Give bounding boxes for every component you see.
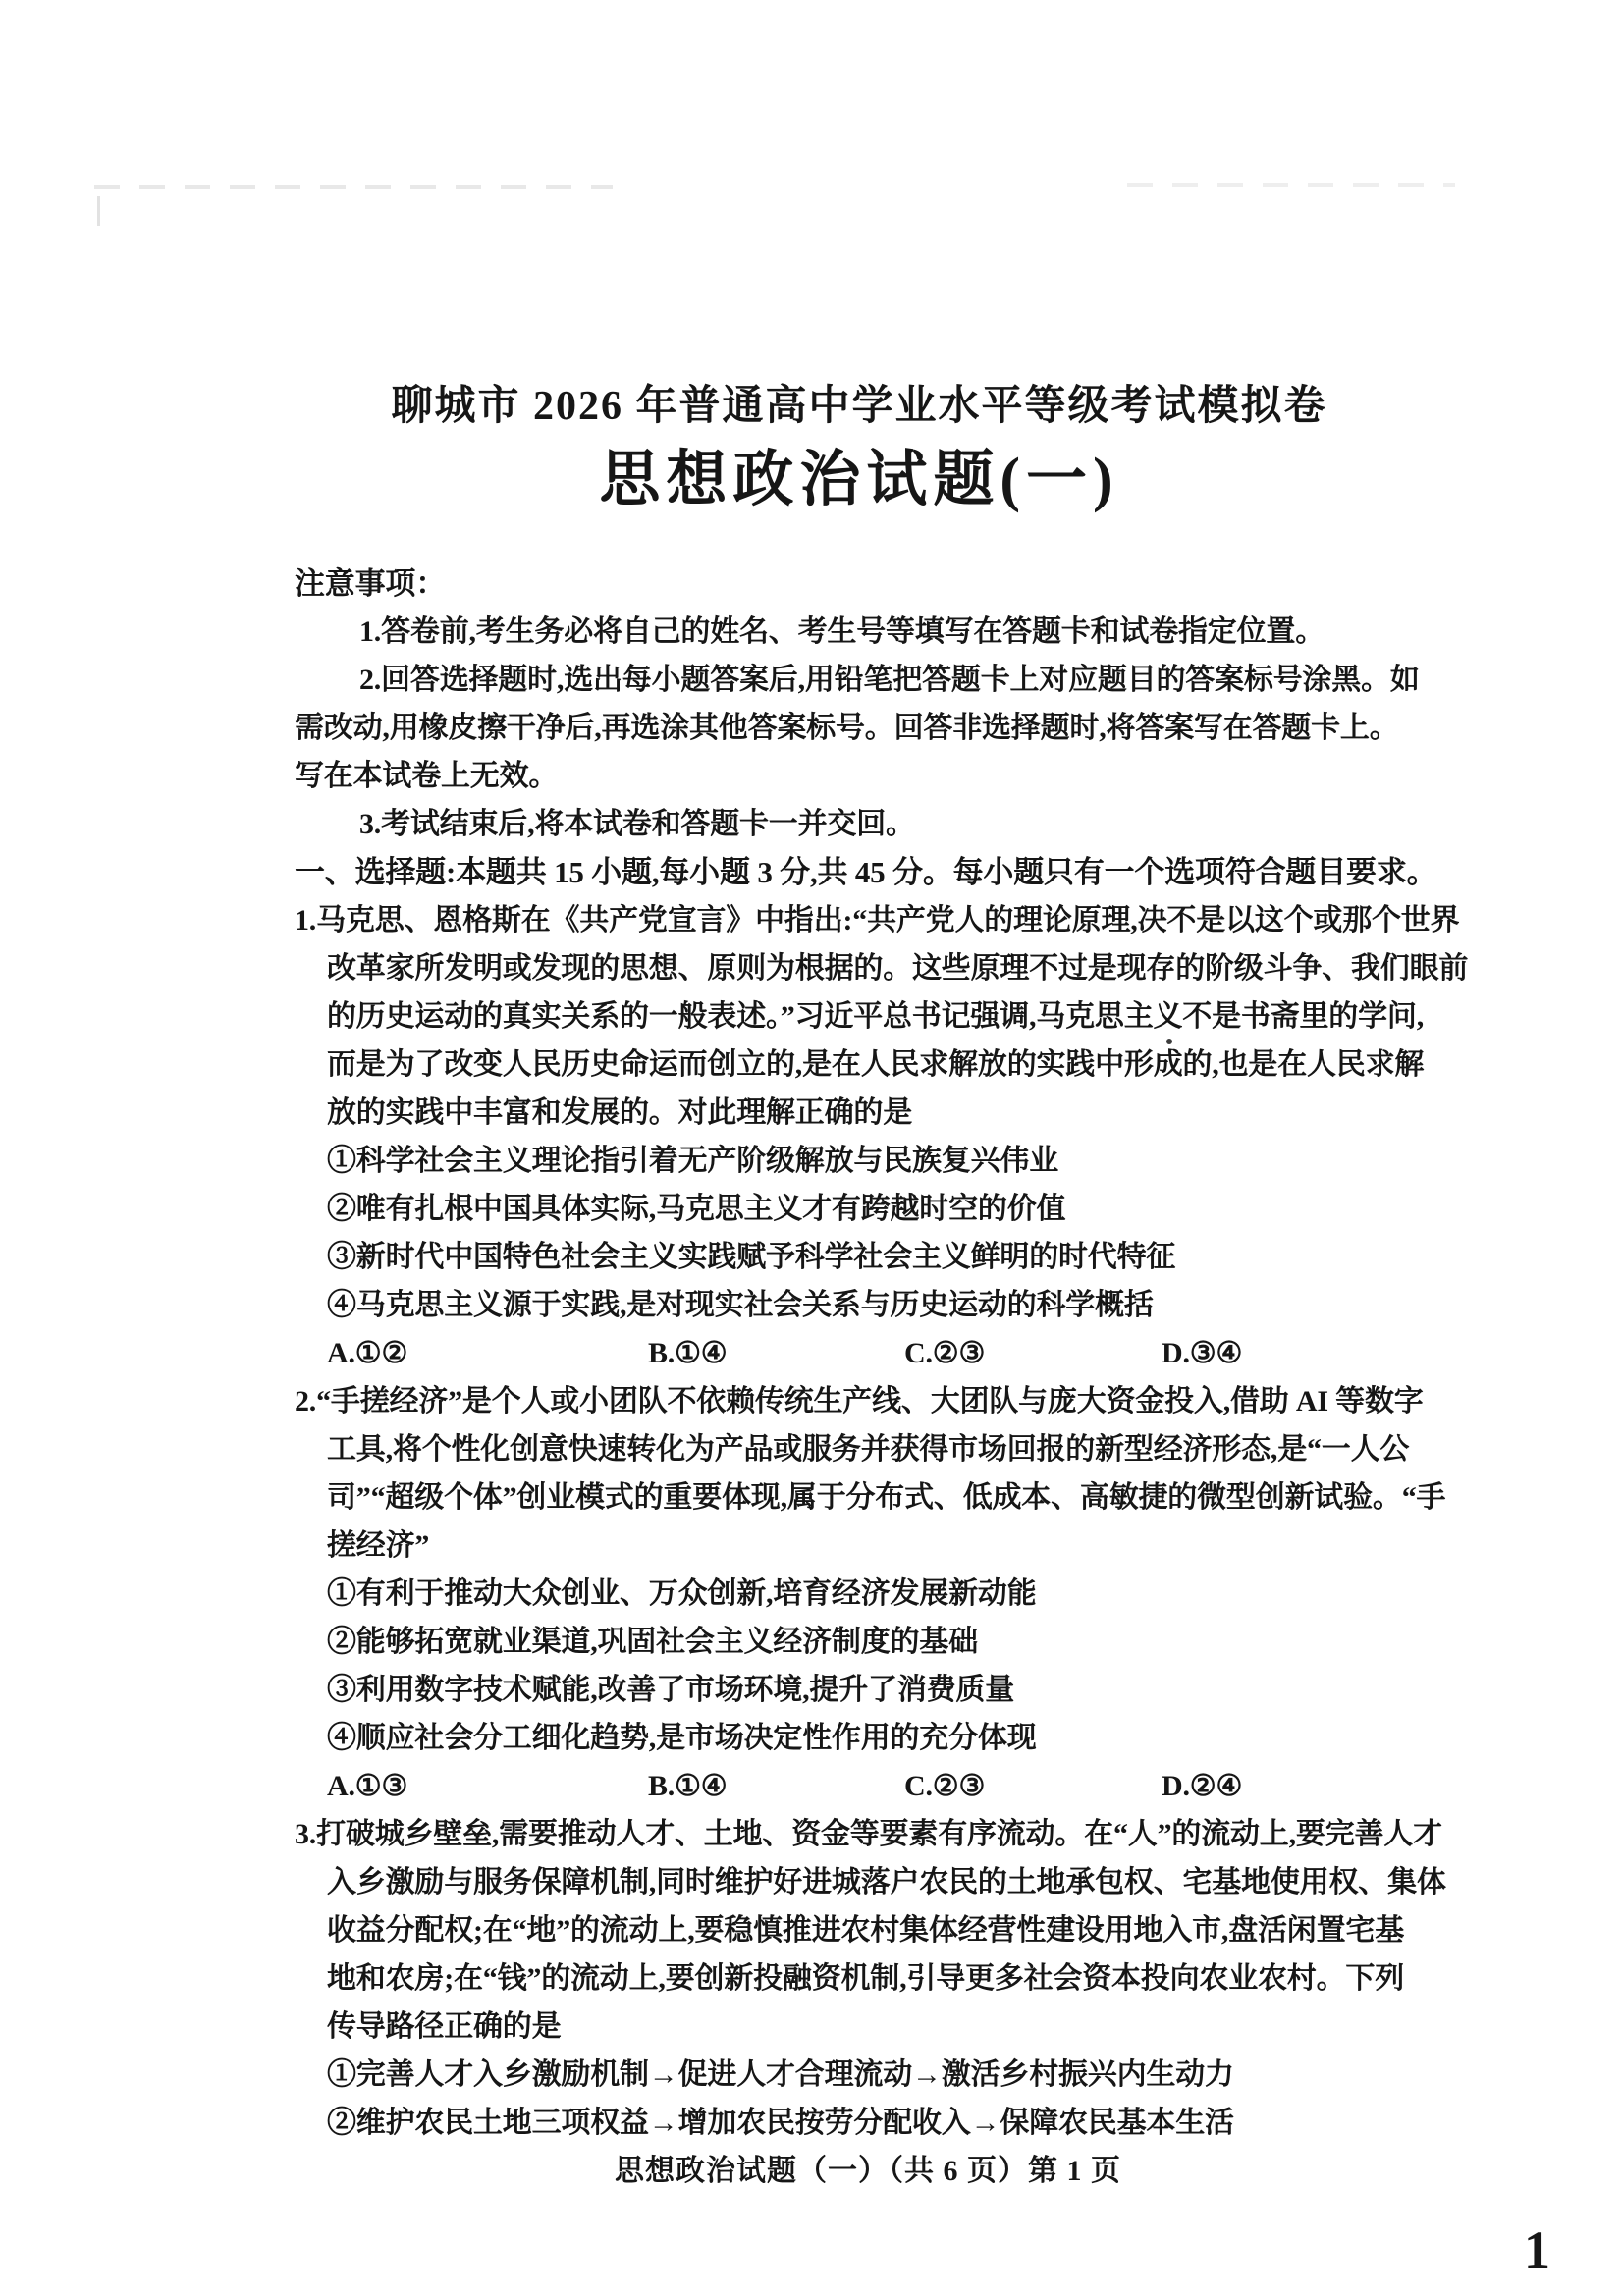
scan-smudge-right [1127, 183, 1455, 187]
question-1-choice-b: B.①④ [648, 1337, 728, 1369]
notice-item-2-line-1: 2.回答选择题时,选出每小题答案后,用铅笔把答题卡上对应题目的答案标号涂黑。如 [359, 664, 1420, 696]
question-1-statement-1: ①科学社会主义理论指引着无产阶级解放与民族复兴伟业 [327, 1145, 1058, 1177]
corner-page-number: 1 [1524, 2220, 1550, 2279]
notice-item-2-line-2: 需改动,用橡皮擦干净后,再选涂其他答案标号。回答非选择题时,将答案写在答题卡上。 [295, 712, 1399, 744]
exam-subject-title: 思想政治试题(一) [599, 447, 1119, 513]
question-2-stem-line: 司”“超级个体”创业模式的重要体现,属于分布式、低成本、高敏捷的微型创新试验。“手 [327, 1481, 1446, 1514]
question-3-stem-line: 地和农房;在“钱”的流动上,要创新投融资机制,引导更多社会资本投向农业农村。下列 [327, 1962, 1404, 1995]
question-2-choices [295, 1762, 1441, 1810]
question-2 [295, 1377, 1446, 1810]
question-2-stem-line: 搓经济” [327, 1529, 430, 1562]
question-2-choice-b: B.①④ [648, 1770, 728, 1802]
question-1-statement-4: ④马克思主义源于实践,是对现实社会关系与历史运动的科学概括 [327, 1289, 1154, 1321]
question-2-statement-2: ②能够拓宽就业渠道,巩固社会主义经济制度的基础 [327, 1626, 978, 1658]
question-1-stem-line: 的历史运动的真实关系的一般表述。”习近平总书记强调,马克思主义不是书斋里的学问, [327, 1000, 1424, 1033]
question-3 [295, 1810, 1446, 2147]
question-2-statement-1: ①有利于推动大众创业、万众创新,培育经济发展新动能 [327, 1577, 1037, 1610]
page-footer: 思想政治试题（一）（共 6 页）第 1 页 [615, 2155, 1121, 2187]
question-2-choice-c: C.②③ [904, 1770, 986, 1802]
question-3-statement-1: ①完善人才入乡激励机制→促进人才合理流动→激活乡村振兴内生动力 [327, 2058, 1234, 2091]
notice-item-2-line-3: 写在本试卷上无效。 [295, 760, 559, 792]
question-1-stem-line: 而是为了改变人民历史命运而创立的,是在人民求解放的实践中形成的,也是在人民求解 [327, 1048, 1425, 1081]
notice-item-3: 3.考试结束后,将本试卷和答题卡一并交回。 [359, 808, 915, 840]
question-3-stem-line: 传导路径正确的是 [327, 2010, 562, 2043]
question-1 [295, 896, 1469, 1377]
question-1-choice-a: A.①② [327, 1337, 408, 1369]
notice-heading: 注意事项： [295, 566, 446, 601]
exam-title: 聊城市 2026 年普通高中学业水平等级考试模拟卷 [391, 384, 1327, 429]
question-2-choice-a: A.①③ [327, 1770, 408, 1802]
question-1-statement-3: ③新时代中国特色社会主义实践赋予科学社会主义鲜明的时代特征 [327, 1241, 1176, 1273]
question-3-stem-line: 收益分配权;在“地”的流动上,要稳慎推进农村集体经营性建设用地入市,盘活闲置宅基 [327, 1914, 1404, 1947]
section-1-heading: 一、选择题:本题共 15 小题,每小题 3 分,共 45 分。每小题只有一个选项符合题目要求。 [295, 855, 1437, 889]
scan-smudge-left [94, 185, 613, 189]
question-1-choice-d: D.③④ [1162, 1337, 1243, 1369]
question-1-stem-line: 1.马克思、恩格斯在《共产党宣言》中指出:“共产党人的理论原理,决不是以这个或那个世界 [295, 904, 1460, 936]
exam-body [295, 560, 1469, 2195]
question-2-stem-line: 2.“手搓经济”是个人或小团队不依赖传统生产线、大团队与庞大资金投入,借助 AI 等数字 [295, 1385, 1424, 1417]
scan-smudge-tick [97, 196, 100, 226]
question-1-stem-line: 改革家所发明或发现的思想、原则为根据的。这些原理不过是现存的阶级斗争、我们眼前 [327, 952, 1469, 985]
question-2-choice-d: D.②④ [1162, 1770, 1243, 1802]
question-2-statement-3: ③利用数字技术赋能,改善了市场环境,提升了消费质量 [327, 1674, 1014, 1706]
question-2-statement-4: ④顺应社会分工细化趋势,是市场决定性作用的充分体现 [327, 1722, 1037, 1754]
question-3-stem-line: 3.打破城乡壁垒,需要推动人才、土地、资金等要素有序流动。在“人”的流动上,要完善人才 [295, 1818, 1442, 1850]
question-1-choice-c: C.②③ [904, 1337, 986, 1369]
question-1-choices [295, 1329, 1441, 1377]
question-3-statement-2: ②维护农民土地三项权益→增加农民按劳分配收入→保障农民基本生活 [327, 2107, 1234, 2139]
notice-item-1: 1.答卷前,考生务必将自己的姓名、考生号等填写在答题卡和试卷指定位置。 [359, 615, 1325, 648]
exam-header [88, 381, 1622, 522]
question-2-stem-line: 工具,将个性化创意快速转化为产品或服务并获得市场回报的新型经济形态,是“一人公 [327, 1433, 1410, 1466]
question-3-stem-line: 入乡激励与服务保障机制,同时维护好进城落户农民的土地承包权、宅基地使用权、集体 [327, 1866, 1446, 1898]
question-1-stem-line: 放的实践中丰富和发展的。对此理解正确的是 [327, 1096, 912, 1129]
question-1-statement-2: ②唯有扎根中国具体实际,马克思主义才有跨越时空的价值 [327, 1193, 1066, 1225]
